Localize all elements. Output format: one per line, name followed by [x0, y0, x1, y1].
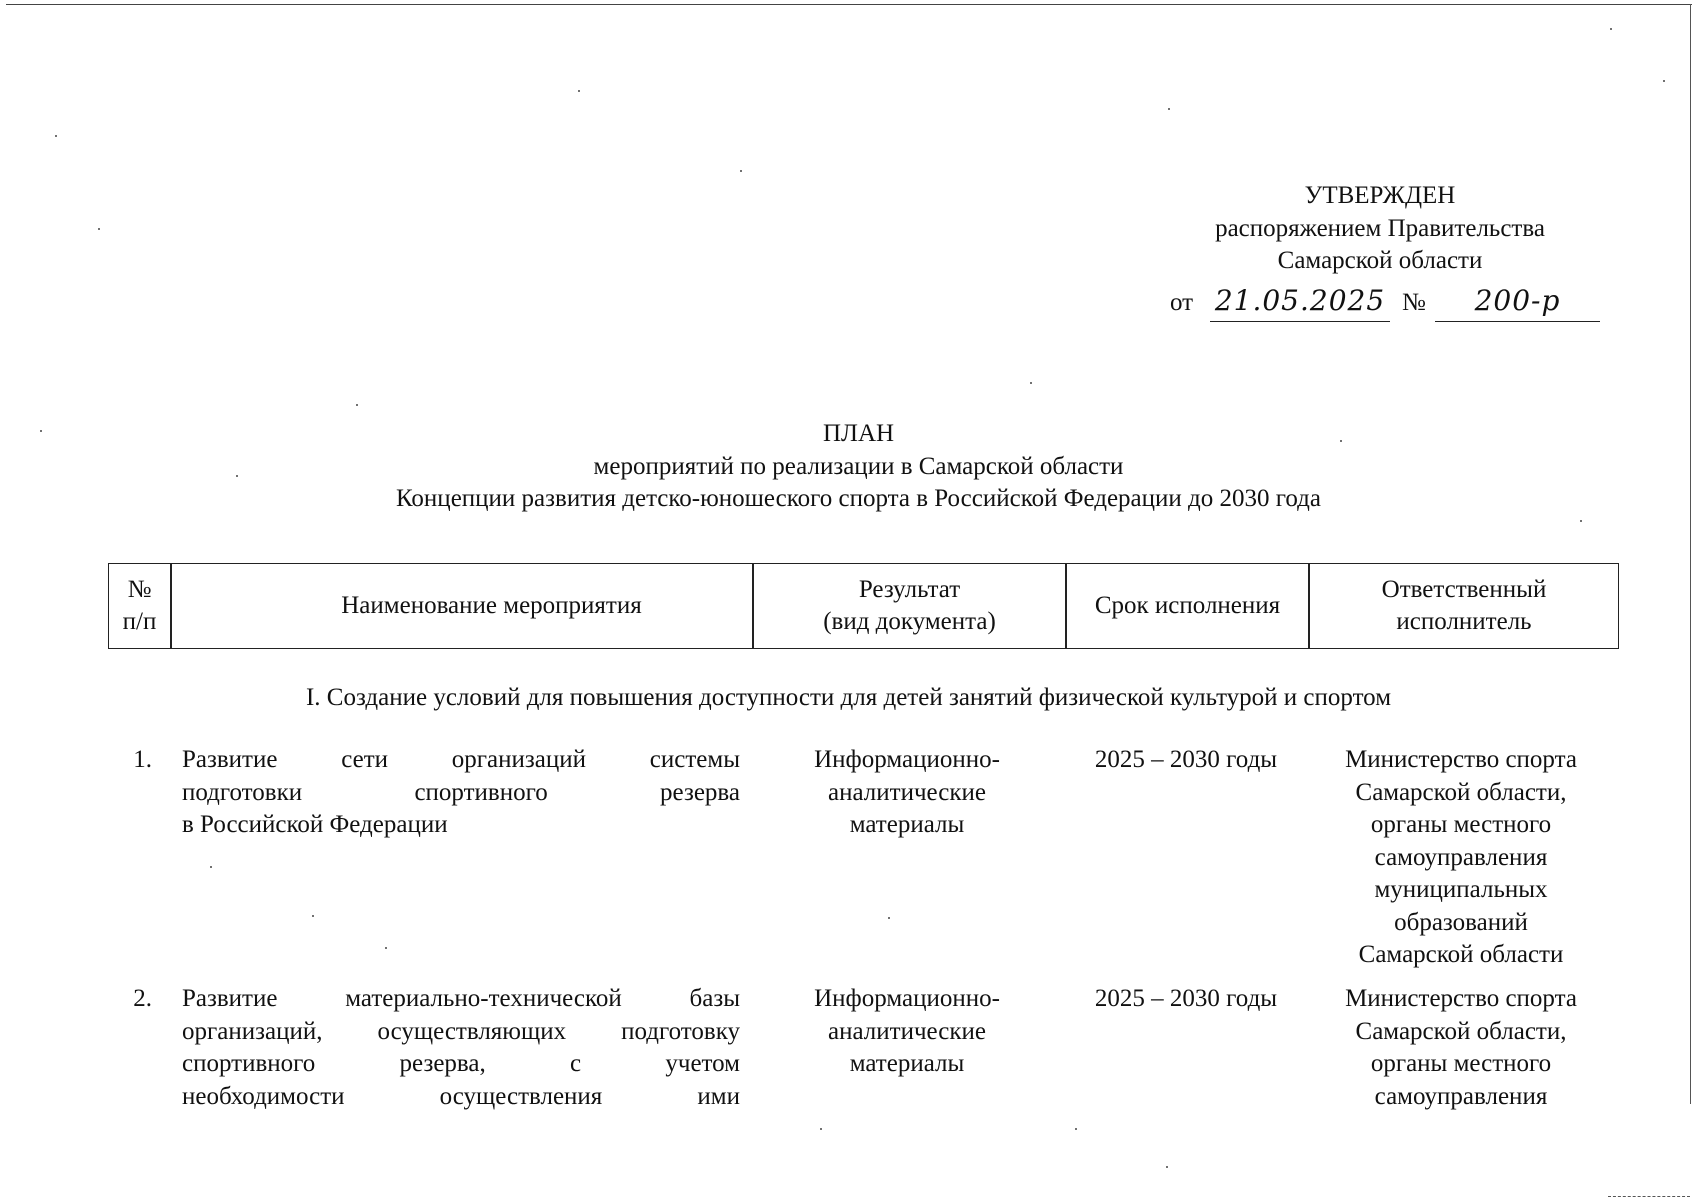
responsible-line: Самарской области	[1358, 941, 1564, 968]
row-term: 2025 – 2030 годы	[1094, 985, 1278, 1012]
section-heading: I. Создание условий для повышения доступности для детей занятий физической культурой и спортом	[305, 684, 1392, 711]
approval-heading: УТВЕРЖДЕН	[1304, 182, 1456, 209]
result-line: аналитические	[828, 778, 986, 806]
responsible-line: Самарской области,	[1355, 778, 1567, 806]
name-line: в Российской Федерации	[182, 811, 448, 838]
page-top-edge	[6, 4, 1692, 5]
title-subtitle: Концепции развития детско-юношеского спорта в Российской Федерации до 2030 года	[396, 485, 1321, 512]
title-main: ПЛАН	[822, 420, 895, 447]
header-text: (вид документа)	[823, 608, 996, 635]
handwritten-number: 200-р	[1435, 283, 1600, 322]
responsible-line: самоуправления	[1374, 843, 1548, 871]
approval-date-number	[1170, 283, 1610, 323]
result-line: материалы	[849, 1050, 965, 1077]
header-text: исполнитель	[1396, 608, 1532, 635]
row-number: 1.	[133, 746, 152, 773]
header-responsible	[1309, 564, 1619, 648]
header-result	[753, 564, 1066, 648]
responsible-line: Министерство спорта	[1345, 746, 1577, 773]
date-prefix: от	[1170, 289, 1194, 316]
row-result	[762, 983, 1052, 1081]
row-number: 2.	[133, 985, 152, 1012]
result-line: материалы	[849, 811, 965, 838]
page-right-edge	[1690, 4, 1691, 1104]
approval-line: распоряжением Правительства	[1215, 214, 1545, 242]
document-title	[0, 418, 1697, 516]
responsible-line: органы местного	[1370, 811, 1552, 838]
table-header	[108, 563, 1619, 649]
header-text: Срок исполнения	[1094, 591, 1281, 619]
header-text: Ответственный	[1381, 575, 1547, 603]
responsible-line: органы местного	[1370, 1050, 1552, 1077]
name-line: Развитие сети организаций системы	[182, 746, 740, 773]
header-term	[1066, 564, 1309, 648]
result-line: Информационно-	[814, 746, 1000, 773]
name-line: спортивного резерва, с учетом	[182, 1050, 740, 1077]
header-text: Наименование мероприятия	[341, 591, 642, 619]
row-responsible	[1312, 744, 1610, 972]
responsible-line: Министерство спорта	[1345, 985, 1577, 1012]
result-line: аналитические	[828, 1017, 986, 1045]
result-line: Информационно-	[814, 985, 1000, 1012]
header-text: п/п	[122, 608, 157, 635]
name-line: Развитие материально-технической базы	[182, 985, 740, 1012]
number-sign: №	[1402, 289, 1426, 316]
approval-block	[1150, 180, 1610, 278]
header-text: №	[127, 575, 152, 603]
header-text: Результат	[858, 575, 961, 603]
handwritten-date: 21.05.2025	[1210, 283, 1390, 322]
responsible-line: образований	[1394, 908, 1528, 936]
row-result	[762, 744, 1052, 842]
name-line: необходимости осуществления ими	[182, 1082, 740, 1110]
page-corner-mark	[1608, 1196, 1690, 1197]
row-term: 2025 – 2030 годы	[1094, 746, 1278, 773]
name-line: подготовки спортивного резерва	[182, 778, 740, 806]
responsible-line: самоуправления	[1374, 1082, 1548, 1110]
responsible-line: Самарской области,	[1355, 1017, 1567, 1045]
row-name	[182, 983, 740, 1113]
name-line: организаций, осуществляющих подготовку	[182, 1017, 740, 1045]
row-responsible	[1312, 983, 1610, 1113]
header-name	[171, 564, 812, 648]
header-number	[109, 564, 170, 648]
approval-line: Самарской области	[1277, 247, 1483, 274]
title-subtitle: мероприятий по реализации в Самарской области	[593, 452, 1124, 480]
row-name	[182, 744, 740, 842]
responsible-line: муниципальных	[1374, 876, 1548, 903]
